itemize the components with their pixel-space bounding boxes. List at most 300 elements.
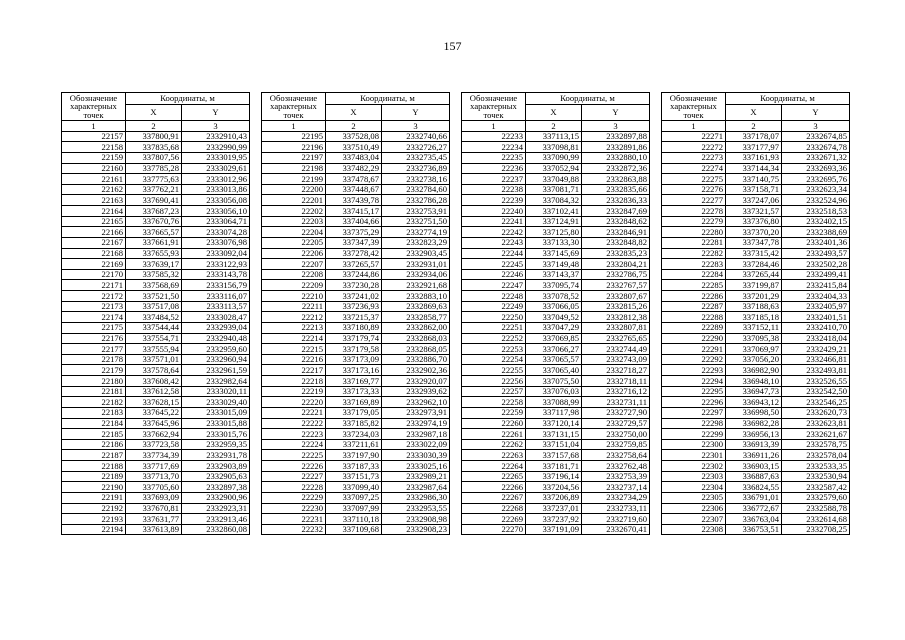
y-coordinate-cell: 2332614,68 [782,514,850,525]
point-id-cell: 22258 [462,397,526,408]
point-id-cell: 22301 [662,450,726,461]
table-row [462,206,650,217]
point-id-cell: 22277 [662,195,726,206]
x-coordinate-cell: 337133,30 [526,237,582,248]
y-coordinate-cell: 2332526,55 [782,376,850,387]
x-coordinate-cell: 336998,50 [726,407,782,418]
y-coordinate-cell: 2332959,35 [182,439,250,450]
table-row [262,450,450,461]
table-row [462,259,650,270]
point-id-cell: 22288 [662,312,726,323]
x-coordinate-cell: 337554,71 [126,333,182,344]
y-coordinate-cell: 2332674,85 [782,131,850,142]
y-coordinate-cell: 2332726,27 [382,142,450,153]
x-coordinate-cell: 337173,33 [326,386,382,397]
y-coordinate-cell: 2332410,70 [782,322,850,333]
point-id-cell: 22160 [62,163,126,174]
point-id-cell: 22227 [262,471,326,482]
x-coordinate-cell: 337069,85 [526,333,582,344]
x-coordinate-cell: 336791,01 [726,492,782,503]
table-row [662,291,850,302]
x-coordinate-cell: 337181,71 [526,461,582,472]
header-y: Y [582,105,650,121]
column-number: 1 [62,121,126,132]
x-coordinate-cell: 337528,08 [326,131,382,142]
y-coordinate-cell: 2332588,78 [782,503,850,514]
point-id-cell: 22200 [262,184,326,195]
x-coordinate-cell: 337066,05 [526,301,582,312]
x-coordinate-cell: 337076,03 [526,386,582,397]
y-coordinate-cell: 2333030,39 [382,450,450,461]
table-row [662,206,850,217]
point-id-cell: 22240 [462,206,526,217]
point-id-cell: 22281 [662,237,726,248]
y-coordinate-cell: 2332718,11 [582,376,650,387]
table-row [462,524,650,535]
y-coordinate-cell: 2332621,67 [782,429,850,440]
point-id-cell: 22158 [62,142,126,153]
x-coordinate-cell: 337173,16 [326,365,382,376]
table-row [662,131,850,142]
table-row [262,365,450,376]
x-coordinate-cell: 337179,74 [326,333,382,344]
table-row [262,216,450,227]
table-row [62,280,250,291]
table-row [262,461,450,472]
point-id-cell: 22241 [462,216,526,227]
y-coordinate-cell: 2332753,91 [382,206,450,217]
x-coordinate-cell: 337230,28 [326,280,382,291]
y-coordinate-cell: 2333113,57 [182,301,250,312]
x-coordinate-cell: 337347,78 [726,237,782,248]
point-id-cell: 22190 [62,482,126,493]
x-coordinate-cell: 336911,26 [726,450,782,461]
point-id-cell: 22239 [462,195,526,206]
point-id-cell: 22221 [262,407,326,418]
table-row [262,237,450,248]
y-coordinate-cell: 2332934,06 [382,269,450,280]
point-id-cell: 22256 [462,376,526,387]
table-row [662,163,850,174]
point-id-cell: 22261 [462,429,526,440]
y-coordinate-cell: 2332900,96 [182,492,250,503]
table-row [262,439,450,450]
x-coordinate-cell: 336753,51 [726,524,782,535]
table-row [662,333,850,344]
y-coordinate-cell: 2332989,21 [382,471,450,482]
y-coordinate-cell: 2332835,66 [582,184,650,195]
x-coordinate-cell: 337069,97 [726,344,782,355]
point-id-cell: 22265 [462,471,526,482]
point-id-cell: 22249 [462,301,526,312]
table-row [462,386,650,397]
point-id-cell: 22213 [262,322,326,333]
x-coordinate-cell: 337237,92 [526,514,582,525]
point-id-cell: 22283 [662,259,726,270]
table-row [462,429,650,440]
y-coordinate-cell: 2332868,05 [382,344,450,355]
point-id-cell: 22225 [262,450,326,461]
x-coordinate-cell: 337199,87 [726,280,782,291]
y-coordinate-cell: 2332736,89 [382,163,450,174]
y-coordinate-cell: 2332910,43 [182,131,250,142]
point-id-cell: 22175 [62,322,126,333]
table-row [662,492,850,503]
x-coordinate-cell: 337211,61 [326,439,382,450]
point-id-cell: 22252 [462,333,526,344]
x-coordinate-cell: 337510,49 [326,142,382,153]
y-coordinate-cell: 2332939,62 [382,386,450,397]
point-id-cell: 22193 [62,514,126,525]
x-coordinate-cell: 337568,69 [126,280,182,291]
table-row [462,291,650,302]
point-id-cell: 22273 [662,152,726,163]
y-coordinate-cell: 2333076,98 [182,237,250,248]
point-id-cell: 22280 [662,227,726,238]
y-coordinate-cell: 2332858,77 [382,312,450,323]
y-coordinate-cell: 2332961,59 [182,365,250,376]
y-coordinate-cell: 2332734,29 [582,492,650,503]
point-id-cell: 22208 [262,269,326,280]
table-row [62,216,250,227]
y-coordinate-cell: 2332786,75 [582,269,650,280]
table-row [462,248,650,259]
y-coordinate-cell: 2332908,98 [382,514,450,525]
x-coordinate-cell: 337439,78 [326,195,382,206]
x-coordinate-cell: 337347,39 [326,237,382,248]
x-coordinate-cell: 337690,41 [126,195,182,206]
header-coordinates: Координаты, м [326,93,450,105]
y-coordinate-cell: 2332863,88 [582,174,650,185]
x-coordinate-cell: 337047,29 [526,322,582,333]
table-row [262,354,450,365]
x-coordinate-cell: 336948,10 [726,376,782,387]
point-id-cell: 22247 [462,280,526,291]
point-id-cell: 22266 [462,482,526,493]
point-id-cell: 22178 [62,354,126,365]
point-id-cell: 22176 [62,333,126,344]
x-coordinate-cell: 337110,18 [326,514,382,525]
x-coordinate-cell: 337197,90 [326,450,382,461]
y-coordinate-cell: 2332880,10 [582,152,650,163]
x-coordinate-cell: 337066,27 [526,344,582,355]
point-id-cell: 22272 [662,142,726,153]
x-coordinate-cell: 337404,66 [326,216,382,227]
y-coordinate-cell: 2332931,78 [182,450,250,461]
y-coordinate-cell: 2332744,49 [582,344,650,355]
point-id-cell: 22287 [662,301,726,312]
point-id-cell: 22244 [462,248,526,259]
point-id-cell: 22173 [62,301,126,312]
x-coordinate-cell: 337188,63 [726,301,782,312]
table-row [462,514,650,525]
point-id-cell: 22161 [62,174,126,185]
y-coordinate-cell: 2332836,33 [582,195,650,206]
y-coordinate-cell: 2332674,78 [782,142,850,153]
y-coordinate-cell: 2333029,40 [182,397,250,408]
x-coordinate-cell: 337661,91 [126,237,182,248]
column-number: 2 [326,121,382,132]
table-row [262,524,450,535]
x-coordinate-cell: 337157,68 [526,450,582,461]
x-coordinate-cell: 337088,99 [526,397,582,408]
x-coordinate-cell: 337693,09 [126,492,182,503]
x-coordinate-cell: 337448,67 [326,184,382,195]
table-row [62,291,250,302]
x-coordinate-cell: 337065,40 [526,365,582,376]
x-coordinate-cell: 337241,02 [326,291,382,302]
table-row [462,131,650,142]
table-row [462,322,650,333]
header-point-designation: Обозначение характерных точек [62,93,126,121]
x-coordinate-cell: 337078,52 [526,291,582,302]
point-id-cell: 22215 [262,344,326,355]
y-coordinate-cell: 2332959,60 [182,344,250,355]
y-coordinate-cell: 2332847,69 [582,206,650,217]
table-row [262,142,450,153]
point-id-cell: 22299 [662,429,726,440]
point-id-cell: 22182 [62,397,126,408]
y-coordinate-cell: 2332729,57 [582,418,650,429]
table-row [662,259,850,270]
x-coordinate-cell: 337149,48 [526,259,582,270]
table-row [662,195,850,206]
header-y: Y [782,105,850,121]
header-x: X [726,105,782,121]
point-id-cell: 22196 [262,142,326,153]
y-coordinate-cell: 2332973,91 [382,407,450,418]
header-x: X [126,105,182,121]
table-row [662,354,850,365]
table-row [462,142,650,153]
y-coordinate-cell: 2332846,91 [582,227,650,238]
y-coordinate-cell: 2332415,84 [782,280,850,291]
x-coordinate-cell: 337483,04 [326,152,382,163]
point-id-cell: 22297 [662,407,726,418]
column-number: 3 [182,121,250,132]
y-coordinate-cell: 2332623,34 [782,184,850,195]
table-row [262,163,450,174]
column-number: 1 [262,121,326,132]
point-id-cell: 22285 [662,280,726,291]
x-coordinate-cell: 337484,52 [126,312,182,323]
y-coordinate-cell: 2332731,11 [582,397,650,408]
x-coordinate-cell: 337687,23 [126,206,182,217]
table-row [62,142,250,153]
y-coordinate-cell: 2332502,28 [782,259,850,270]
y-coordinate-cell: 2333116,07 [182,291,250,302]
table-row [62,482,250,493]
x-coordinate-cell: 337578,64 [126,365,182,376]
point-id-cell: 22198 [262,163,326,174]
column-number: 3 [382,121,450,132]
point-id-cell: 22295 [662,386,726,397]
point-id-cell: 22250 [462,312,526,323]
x-coordinate-cell: 337145,69 [526,248,582,259]
point-id-cell: 22180 [62,376,126,387]
point-id-cell: 22233 [462,131,526,142]
point-id-cell: 22189 [62,471,126,482]
table-row [262,429,450,440]
x-coordinate-cell: 337665,57 [126,227,182,238]
point-id-cell: 22270 [462,524,526,535]
point-id-cell: 22157 [62,131,126,142]
header-y: Y [182,105,250,121]
point-id-cell: 22164 [62,206,126,217]
header-point-designation: Обозначение характерных точек [662,93,726,121]
y-coordinate-cell: 2332868,03 [382,333,450,344]
x-coordinate-cell: 337090,99 [526,152,582,163]
point-id-cell: 22207 [262,259,326,270]
x-coordinate-cell: 337315,42 [726,248,782,259]
point-id-cell: 22274 [662,163,726,174]
x-coordinate-cell: 337152,11 [726,322,782,333]
point-id-cell: 22197 [262,152,326,163]
y-coordinate-cell: 2332848,62 [582,216,650,227]
x-coordinate-cell: 337705,60 [126,482,182,493]
point-id-cell: 22243 [462,237,526,248]
table-row [662,503,850,514]
table-row [62,365,250,376]
table-row [62,450,250,461]
point-id-cell: 22202 [262,206,326,217]
point-id-cell: 22218 [262,376,326,387]
x-coordinate-cell: 337113,15 [526,131,582,142]
x-coordinate-cell: 336763,04 [726,514,782,525]
point-id-cell: 22278 [662,206,726,217]
point-id-cell: 22267 [462,492,526,503]
header-coordinates: Координаты, м [126,93,250,105]
table-row [262,131,450,142]
table-row [262,482,450,493]
point-id-cell: 22245 [462,259,526,270]
y-coordinate-cell: 2332835,23 [582,248,650,259]
y-coordinate-cell: 2332716,12 [582,386,650,397]
x-coordinate-cell: 337081,71 [526,184,582,195]
point-id-cell: 22235 [462,152,526,163]
point-id-cell: 22289 [662,322,726,333]
y-coordinate-cell: 2332620,73 [782,407,850,418]
y-coordinate-cell: 2332860,08 [182,524,250,535]
point-id-cell: 22220 [262,397,326,408]
point-id-cell: 22282 [662,248,726,259]
table-row [662,280,850,291]
point-id-cell: 22246 [462,269,526,280]
point-id-cell: 22238 [462,184,526,195]
table-row [262,312,450,323]
x-coordinate-cell: 337098,81 [526,142,582,153]
y-coordinate-cell: 2333012,96 [182,174,250,185]
table-row [662,524,850,535]
table-row [62,524,250,535]
x-coordinate-cell: 336903,15 [726,461,782,472]
x-coordinate-cell: 337628,15 [126,397,182,408]
point-id-cell: 22293 [662,365,726,376]
table-row [462,482,650,493]
table-row [262,344,450,355]
table-row [62,376,250,387]
x-coordinate-cell: 337097,25 [326,492,382,503]
table-row [662,418,850,429]
y-coordinate-cell: 2332587,42 [782,482,850,493]
y-coordinate-cell: 2333092,04 [182,248,250,259]
table-row [662,365,850,376]
x-coordinate-cell: 336772,67 [726,503,782,514]
table-row [62,418,250,429]
table-row [62,206,250,217]
y-coordinate-cell: 2332903,89 [182,461,250,472]
point-id-cell: 22262 [462,439,526,450]
table-row [662,397,850,408]
table-row [662,344,850,355]
x-coordinate-cell: 337370,20 [726,227,782,238]
table-row [262,152,450,163]
y-coordinate-cell: 2333143,78 [182,269,250,280]
y-coordinate-cell: 2333019,95 [182,152,250,163]
table-row [62,461,250,472]
point-id-cell: 22237 [462,174,526,185]
table-row [62,333,250,344]
point-id-cell: 22268 [462,503,526,514]
point-id-cell: 22159 [62,152,126,163]
point-id-cell: 22163 [62,195,126,206]
point-id-cell: 22230 [262,503,326,514]
table-row [62,248,250,259]
x-coordinate-cell: 337179,58 [326,344,382,355]
table-row [62,163,250,174]
column-number: 1 [662,121,726,132]
point-id-cell: 22260 [462,418,526,429]
x-coordinate-cell: 336956,13 [726,429,782,440]
page-number: 157 [443,39,462,53]
y-coordinate-cell: 2332518,53 [782,206,850,217]
y-coordinate-cell: 2333025,16 [382,461,450,472]
point-id-cell: 22253 [462,344,526,355]
table-row [262,471,450,482]
table-row [462,312,650,323]
point-id-cell: 22183 [62,407,126,418]
x-coordinate-cell: 337247,06 [726,195,782,206]
point-id-cell: 22192 [62,503,126,514]
y-coordinate-cell: 2332759,85 [582,439,650,450]
header-point-designation: Обозначение характерных точек [262,93,326,121]
x-coordinate-cell: 337612,58 [126,386,182,397]
table-row [262,322,450,333]
table-row [462,269,650,280]
x-coordinate-cell: 337571,01 [126,354,182,365]
x-coordinate-cell: 337237,01 [526,503,582,514]
point-id-cell: 22290 [662,333,726,344]
table-row [262,376,450,387]
point-id-cell: 22222 [262,418,326,429]
table-row [462,365,650,376]
y-coordinate-cell: 2333156,79 [182,280,250,291]
y-coordinate-cell: 2332902,36 [382,365,450,376]
point-id-cell: 22181 [62,386,126,397]
point-id-cell: 22232 [262,524,326,535]
x-coordinate-cell: 337125,80 [526,227,582,238]
x-coordinate-cell: 337321,57 [726,206,782,217]
table-row [462,163,650,174]
y-coordinate-cell: 2332524,96 [782,195,850,206]
point-id-cell: 22171 [62,280,126,291]
point-id-cell: 22219 [262,386,326,397]
point-id-cell: 22179 [62,365,126,376]
y-coordinate-cell: 2332897,88 [582,131,650,142]
table-row [62,471,250,482]
x-coordinate-cell: 337613,89 [126,524,182,535]
y-coordinate-cell: 2332758,64 [582,450,650,461]
